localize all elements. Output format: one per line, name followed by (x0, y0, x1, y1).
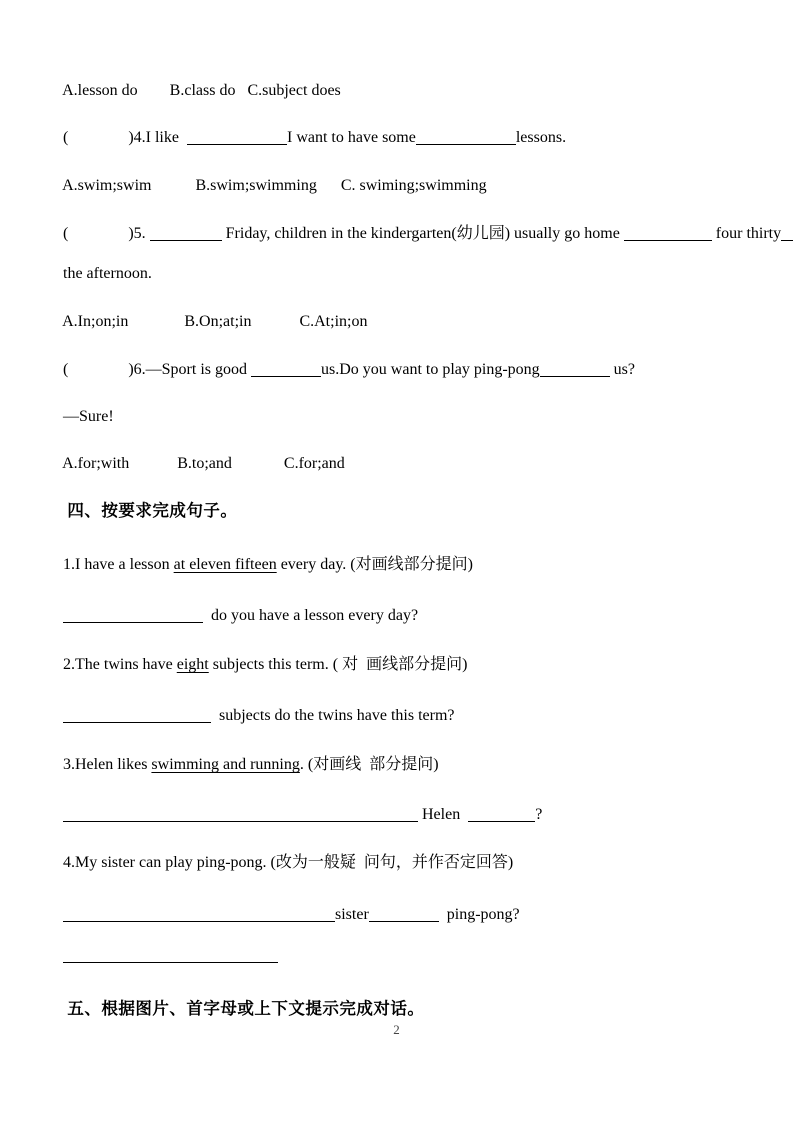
q3-options-text: A.lesson do B.class do C.subject does (62, 82, 341, 99)
s4-q4-answer-end: ping-pong? (438, 906, 520, 923)
q5-stem (47, 204, 793, 264)
q5-options-text: A.In;on;in B.On;at;in C.At;in;on (62, 313, 368, 330)
s4-q2-pre: 2.The twins have (63, 656, 177, 673)
page-number (0, 1022, 793, 1038)
q5-prefix: ( )5. (63, 225, 150, 242)
s4-q4-stem (47, 833, 513, 893)
s4-q3-post: . (对画线 部分提问) (299, 756, 439, 773)
answer-blank (540, 362, 610, 377)
s4-q2-answer-text: subjects do the twins have this term? (211, 707, 455, 724)
q4-end: lessons. (515, 129, 567, 146)
s4-q3-answer-end: ? (535, 806, 543, 823)
q6-prefix: ( )6.—Sport is good (63, 361, 251, 378)
q6-options-text: A.for;with B.to;and C.for;and (62, 455, 345, 472)
q4-prefix: ( )4.I like (63, 129, 187, 146)
q4-options-text: A.swim;swim B.swim;swimming C. swiming;swimming (62, 177, 487, 194)
q5-mid: Friday, children in the kindergarten(幼儿园) usually go home (221, 225, 624, 242)
q5-continuation: the afternoon. (63, 265, 152, 282)
answer-blank (63, 907, 335, 922)
section4-heading (47, 481, 237, 541)
q6-stem (47, 340, 635, 400)
underlined-phrase: at eleven fifteen (173, 556, 277, 573)
s4-q4-answer-line2 (47, 926, 278, 986)
answer-blank (63, 948, 278, 963)
s4-q1-post: every day. (对画线部分提问) (276, 556, 473, 573)
s4-q4-text: 4.My sister can play ping-pong. (改为一般疑 问句，并作否定回答) (63, 854, 514, 871)
q5-end: four thirty (711, 225, 782, 242)
underlined-phrase: eight (176, 656, 209, 673)
answer-blank (624, 226, 712, 241)
s4-q3-answer-mid: Helen (418, 806, 469, 823)
answer-blank (416, 130, 516, 145)
s4-q4-answer-mid: sister (335, 906, 369, 923)
q6-reply-text: —Sure! (63, 408, 114, 425)
answer-blank (63, 708, 211, 723)
underlined-phrase: swimming and running (151, 756, 300, 773)
answer-blank (369, 907, 439, 922)
section5-heading-text: 五、根据图片、首字母或上下文提示完成对话。 (67, 1000, 425, 1018)
q6-end: us? (609, 361, 635, 378)
s4-q1-pre: 1.I have a lesson (63, 556, 174, 573)
answer-blank (150, 226, 222, 241)
s4-q2-post: subjects this term. ( 对 画线部分提问) (208, 656, 468, 673)
answer-blank (251, 362, 321, 377)
q6-mid: us.Do you want to play ping-pong (321, 361, 540, 378)
answer-blank (63, 807, 418, 822)
q4-mid: I want to have some (286, 129, 416, 146)
answer-blank (781, 226, 793, 241)
answer-blank (468, 807, 535, 822)
section4-heading-text: 四、按要求完成句子。 (67, 502, 238, 520)
s4-q3-pre: 3.Helen likes (63, 756, 152, 773)
s4-q1-answer-text: do you have a lesson every day? (203, 607, 419, 624)
answer-blank (187, 130, 287, 145)
answer-blank (63, 608, 203, 623)
page-number-text: 2 (393, 1022, 400, 1037)
